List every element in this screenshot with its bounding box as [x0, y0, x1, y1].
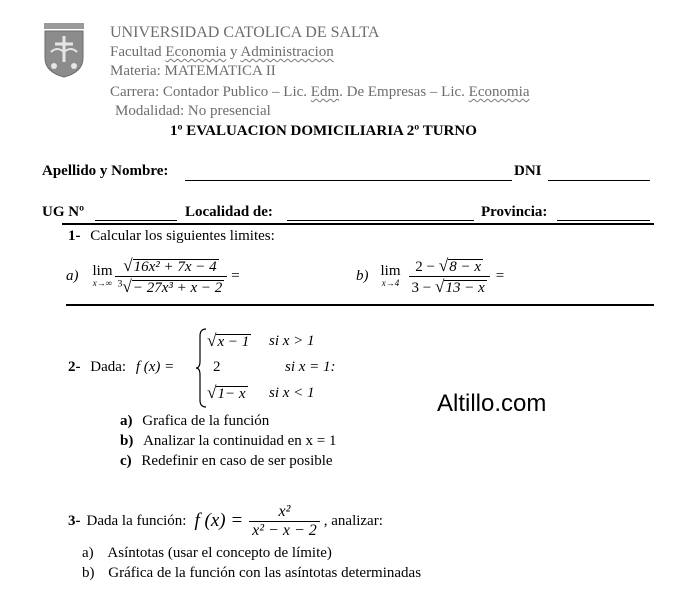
- q3-item-b-label: b): [82, 565, 95, 581]
- q1-b-num: 8 − x: [449, 258, 481, 275]
- q1-part-a: [66, 247, 240, 305]
- q1-b-den-prefix: 3 −: [411, 279, 435, 296]
- faculty-word-economia: Economia: [165, 44, 227, 60]
- faculty-conjunction: y: [226, 44, 241, 60]
- name-label: Apellido y Nombre:: [42, 163, 169, 179]
- cbrt-icon: √: [122, 276, 132, 296]
- subject-line: Materia: MATEMATICA II: [110, 63, 276, 79]
- career-edm: Edm: [310, 84, 340, 100]
- q3-item-a-label: a): [82, 545, 94, 561]
- q3-text: Dada la función:: [86, 512, 187, 529]
- ug-label: UG Nº: [42, 204, 85, 220]
- q2-case-2: [207, 354, 336, 380]
- q1-a-root-index: 3: [117, 278, 123, 290]
- q2-item-c: [120, 453, 333, 470]
- faculty-prefix: Facultad: [110, 44, 166, 60]
- q1-b-lim: [381, 264, 401, 288]
- q1-b-fraction: [409, 256, 490, 297]
- dni-label: DNI: [514, 163, 542, 179]
- career-line: [110, 84, 530, 101]
- q1-a-equals: =: [231, 267, 240, 284]
- q2-case-1: [207, 328, 336, 354]
- sqrt-icon-case1: √: [207, 331, 217, 350]
- q2-case1-expr: x − 1: [217, 334, 250, 350]
- name-field-line[interactable]: [185, 180, 512, 181]
- q2-item-b: [120, 433, 337, 450]
- q2-heading: [68, 359, 174, 376]
- q2-item-b-label: b): [120, 433, 134, 449]
- q3-den: x² − x − 2: [249, 521, 320, 540]
- left-brace-icon: [195, 328, 207, 408]
- ug-field-line[interactable]: [95, 220, 177, 221]
- exam-title: 1º EVALUACION DOMICILIARIA 2º TURNO: [170, 123, 477, 139]
- q2-item-a-label: a): [120, 413, 133, 429]
- q1-b-lim-sub: x→4: [381, 278, 400, 288]
- locality-label: Localidad de:: [185, 204, 273, 220]
- university-name: UNIVERSIDAD CATOLICA DE SALTA: [110, 24, 380, 41]
- faculty-word-administracion: Administracion: [240, 44, 334, 60]
- q3-after: , analizar:: [323, 512, 383, 529]
- q2-item-c-text: Redefinir en caso de ser posible: [141, 453, 333, 469]
- q1-heading: [68, 228, 275, 245]
- q1-part-b: [356, 250, 504, 302]
- q2-item-c-label: c): [120, 453, 132, 469]
- sqrt-icon: √: [123, 255, 133, 275]
- q2-text: Dada:: [90, 359, 127, 375]
- q2-case3-expr: 1− x: [217, 386, 246, 402]
- province-label: Provincia:: [481, 204, 548, 220]
- modality-line: Modalidad: No presencial: [115, 103, 271, 119]
- q3-row: [68, 495, 383, 547]
- dni-field-line[interactable]: [548, 180, 650, 181]
- q1-b-den: 13 − x: [445, 279, 485, 296]
- q1-a-lim: [93, 264, 113, 288]
- q3-item-b: [82, 565, 421, 582]
- career-part2: . De Empresas – Lic.: [339, 84, 469, 100]
- q1-a-fraction: [115, 256, 228, 297]
- sqrt-icon-case3: √: [207, 383, 217, 402]
- q2-case-3: [207, 380, 336, 406]
- q2-number: 2-: [68, 359, 81, 375]
- q2-case2-expr: 2: [213, 358, 221, 375]
- faculty-line: [110, 44, 334, 61]
- q1-number: 1-: [68, 228, 81, 244]
- q1-b-label: b): [356, 267, 369, 284]
- q2-fx: f (x) =: [135, 359, 175, 375]
- top-rule: [62, 223, 654, 225]
- sqrt-icon-b-num: √: [438, 255, 449, 275]
- crest-icon: [43, 22, 85, 78]
- q1-a-label: a): [66, 267, 79, 284]
- q1-b-num-prefix: 2 −: [415, 258, 439, 275]
- province-field-line[interactable]: [557, 220, 650, 221]
- career-part1: Carrera: Contador Publico – Lic.: [110, 84, 311, 100]
- watermark-text: Altillo.com: [437, 390, 547, 417]
- q3-fx: f (x) =: [194, 510, 244, 531]
- q2-item-a-text: Grafica de la función: [142, 413, 270, 429]
- q1-a-num: 16x² + 7x − 4: [133, 258, 217, 275]
- q1-a-den: − 27x³ + x − 2: [132, 279, 223, 296]
- lim-word: lim: [92, 263, 113, 279]
- q2-case1-cond: si x > 1: [269, 332, 315, 349]
- q1-a-lim-sub: x→∞: [92, 278, 113, 288]
- sqrt-icon-b-den: √: [434, 276, 445, 296]
- career-economia: Economia: [468, 84, 530, 100]
- q1-b-equals: =: [495, 267, 505, 284]
- q2-item-b-text: Analizar la continuidad en x = 1: [143, 433, 337, 449]
- locality-field-line[interactable]: [287, 220, 474, 221]
- q3-number: 3-: [68, 512, 81, 529]
- q2-case2-cond: si x = 1:: [285, 358, 336, 375]
- q2-case3-cond: si x < 1: [269, 384, 315, 401]
- q3-fraction: [249, 503, 320, 540]
- q3-num: x²: [278, 502, 291, 520]
- q3-item-a-text: Asíntotas (usar el concepto de límite): [107, 545, 332, 561]
- q2-cases: [207, 328, 336, 406]
- lim-word-b: lim: [380, 263, 401, 279]
- q1-rule: [66, 304, 654, 306]
- q1-text: Calcular los siguientes limites:: [90, 228, 275, 244]
- q3-item-b-text: Gráfica de la función con las asíntotas determinadas: [108, 565, 422, 581]
- q2-brace: [195, 328, 207, 413]
- name-field-row: [42, 163, 168, 180]
- q3-item-a: [82, 545, 332, 562]
- university-crest-logo: [43, 22, 85, 83]
- q2-item-a: [120, 413, 269, 430]
